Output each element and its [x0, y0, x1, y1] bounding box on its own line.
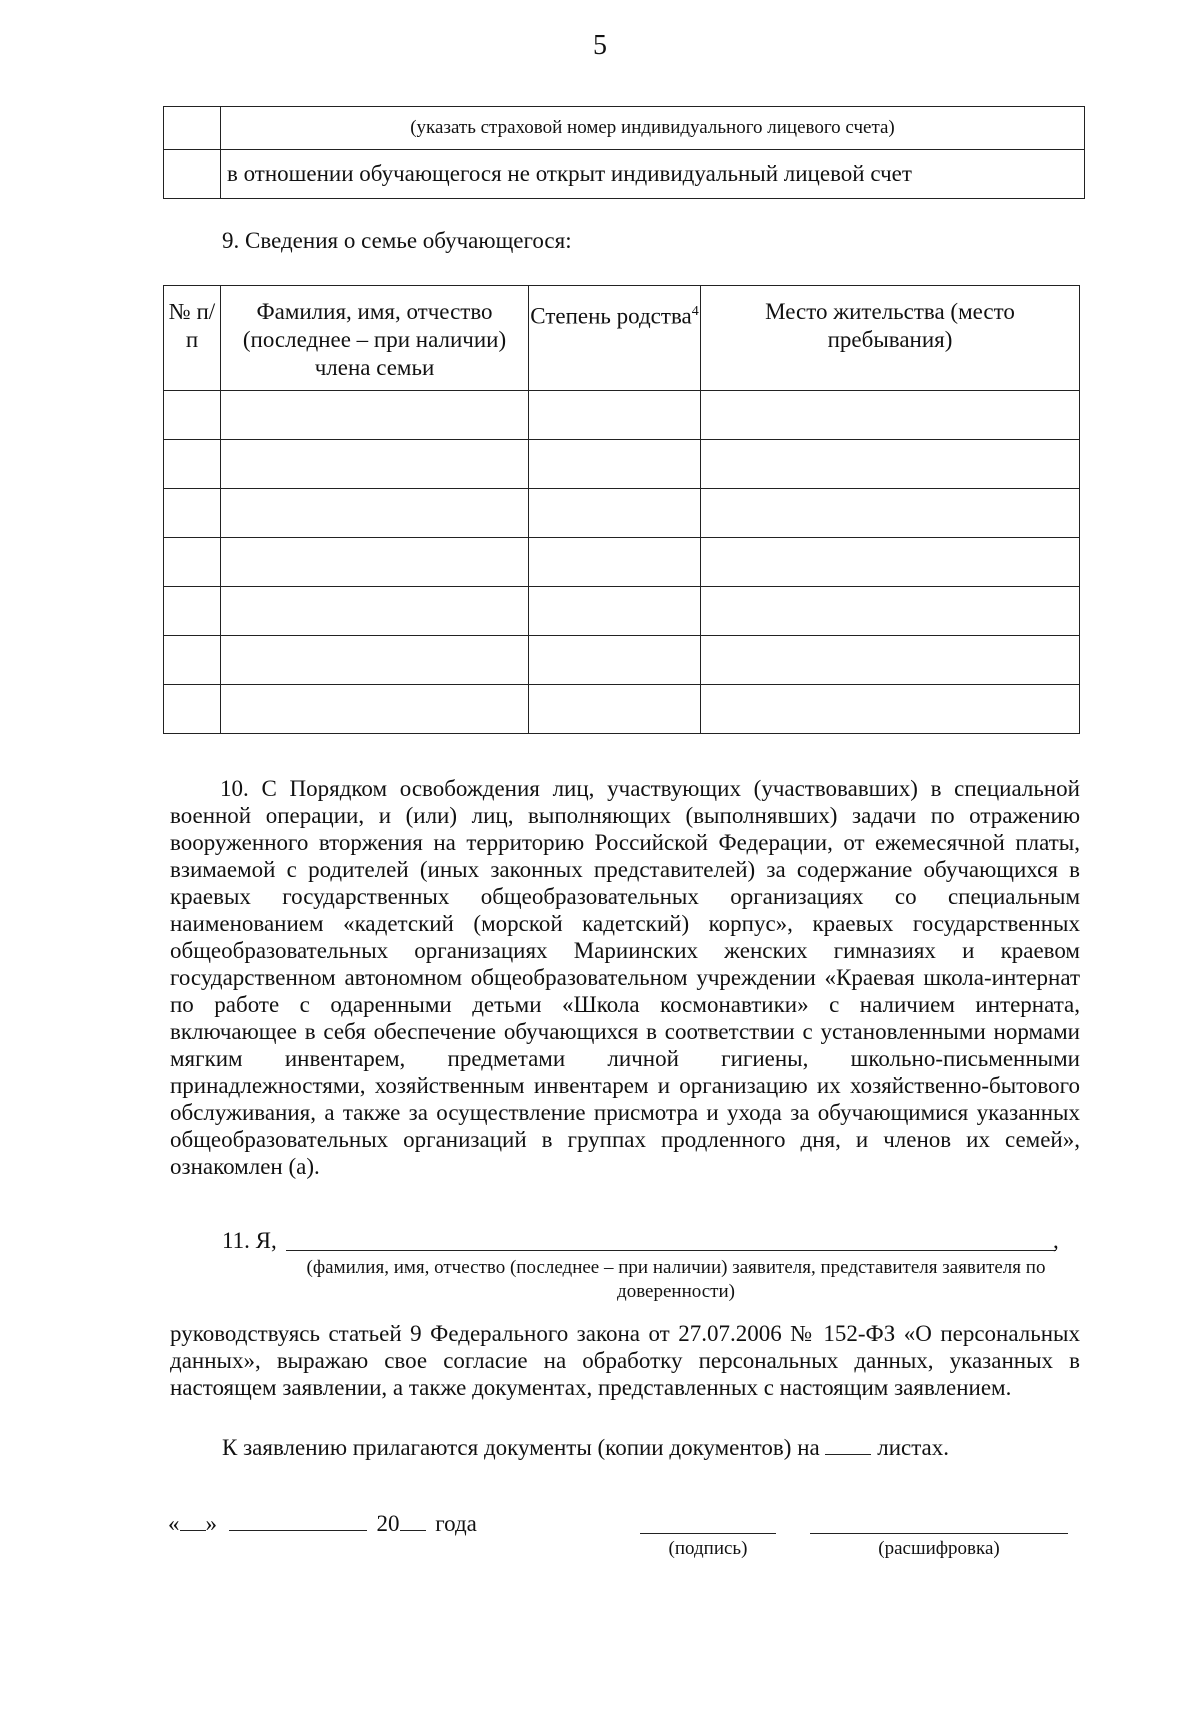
table-row: [164, 587, 1080, 636]
cell-num[interactable]: [164, 587, 221, 636]
cell-relation[interactable]: [529, 440, 701, 489]
cell-num[interactable]: [164, 538, 221, 587]
cell-name[interactable]: [221, 636, 529, 685]
snils-row-no-account: [164, 150, 1085, 199]
signature-field[interactable]: [640, 1533, 776, 1534]
quote-close: »: [205, 1511, 217, 1536]
consent-paragraph: руководствуясь статьей 9 Федерального закона от 27.07.2006 № 152-ФЗ «О персональных данных», выражаю свое согласие на обработку персональных данных, указанных в настоящем заявлении, а также документах, представленных с настоящим заявлением.: [170, 1321, 1080, 1400]
cell-name[interactable]: [221, 440, 529, 489]
quote-open: «: [168, 1511, 180, 1536]
year-prefix: 20: [376, 1511, 400, 1536]
header-residence: Место жительства (место пребывания): [701, 286, 1080, 391]
cell-relation[interactable]: [529, 587, 701, 636]
table-row: [164, 391, 1080, 440]
cell-num[interactable]: [164, 440, 221, 489]
table-row: [164, 440, 1080, 489]
year-suffix: года: [435, 1511, 477, 1536]
cell-name[interactable]: [221, 587, 529, 636]
table-row: [164, 489, 1080, 538]
cell-relation[interactable]: [529, 685, 701, 734]
cell-num[interactable]: [164, 489, 221, 538]
snils-caption: (указать страховой номер индивидуального лицевого счета): [221, 107, 1085, 150]
signature-caption: (подпись): [668, 1538, 748, 1559]
header-relation: Степень родства$^4$: [529, 286, 701, 391]
family-table-body: [164, 391, 1080, 734]
family-table-header: [164, 286, 1080, 391]
date-row: [168, 1510, 477, 1537]
cell-residence[interactable]: [701, 391, 1080, 440]
snils-table: [163, 106, 1085, 199]
cell-relation[interactable]: [529, 636, 701, 685]
snils-row-number: [164, 107, 1085, 150]
cell-residence[interactable]: [701, 489, 1080, 538]
table-row: [164, 538, 1080, 587]
cell-name[interactable]: [221, 685, 529, 734]
family-table: [163, 285, 1080, 734]
cell-relation[interactable]: [529, 538, 701, 587]
cell-residence[interactable]: [701, 685, 1080, 734]
month-field[interactable]: [229, 1510, 367, 1531]
cell-residence[interactable]: [701, 538, 1080, 587]
page-number: 5: [593, 30, 607, 61]
cell-residence[interactable]: [701, 587, 1080, 636]
section10-paragraph: 10. С Порядком освобождения лиц, участвующих (участвовавших) в специальной военной операции, и (или) лиц, выполняющих (выполнявших) задачи по отражению вооруженного вторжения на территорию Российской Федерации, от ежемесячной платы, взимаемой с родителей (иных законных представителей) за содержание обучающихся в краевых государственных общеобразовательных организациях со специальным наименованием «кадетский (морской кадетский) корпус», краевых государственных общеобразовательных организациях Мариинских женских гимназиях и краевом государственном автономном общеобразовательном учреждении «Краевая школа-интернат по работе с одаренными детьми «Школа космонавтики» с наличием интерната, включающее в себя обеспечение обучающихся в соответствии с установленными нормами мягким инвентарем, предметами личной гигиены, школьно-письменными принадлежностями, хозяйственным инвентарем и организацию их хозяйственно-бытового обслуживания, а также за осуществление присмотра и ухода за обучающимися указанных общеобразовательных организаций в группах продленного дня, и членов их семей», ознакомлен (а).: [170, 776, 1080, 1179]
section11-comma: ,: [1053, 1228, 1059, 1253]
cell-relation[interactable]: [529, 391, 701, 440]
year-field[interactable]: [400, 1510, 426, 1531]
attach-suffix: листах.: [877, 1435, 950, 1460]
header-num: № п/п: [164, 286, 221, 391]
applicant-name-caption: (фамилия, имя, отчество (последнее – при наличии) заявителя, представителя заявителя по доверенности): [306, 1257, 1046, 1302]
sheet-count-field[interactable]: [825, 1434, 871, 1455]
cell-num[interactable]: [164, 391, 221, 440]
no-account-checkbox-cell[interactable]: [164, 150, 221, 199]
cell-num[interactable]: [164, 685, 221, 734]
cell-name[interactable]: [221, 538, 529, 587]
decoding-caption: (расшифровка): [878, 1538, 1000, 1559]
header-name: Фамилия, имя, отчество (последнее – при наличии) члена семьи: [221, 286, 529, 391]
decoding-field[interactable]: [810, 1533, 1068, 1534]
section11-prefix: 11. Я,: [222, 1228, 277, 1253]
table-row: [164, 685, 1080, 734]
footnote-marker: 4: [691, 304, 699, 319]
cell-residence[interactable]: [701, 636, 1080, 685]
table-row: [164, 636, 1080, 685]
attach-prefix: К заявлению прилагаются документы (копии документов) на: [222, 1435, 820, 1460]
day-field[interactable]: [180, 1510, 206, 1531]
section9-title: 9. Сведения о семье обучающегося:: [222, 228, 572, 253]
applicant-name-field[interactable]: [286, 1250, 1056, 1251]
cell-relation[interactable]: [529, 489, 701, 538]
cell-name[interactable]: [221, 391, 529, 440]
cell-name[interactable]: [221, 489, 529, 538]
snils-checkbox-cell[interactable]: [164, 107, 221, 150]
no-account-text: в отношении обучающегося не открыт индивидуальный лицевой счет: [221, 150, 1085, 199]
attachments-line: [222, 1434, 949, 1461]
cell-num[interactable]: [164, 636, 221, 685]
cell-residence[interactable]: [701, 440, 1080, 489]
